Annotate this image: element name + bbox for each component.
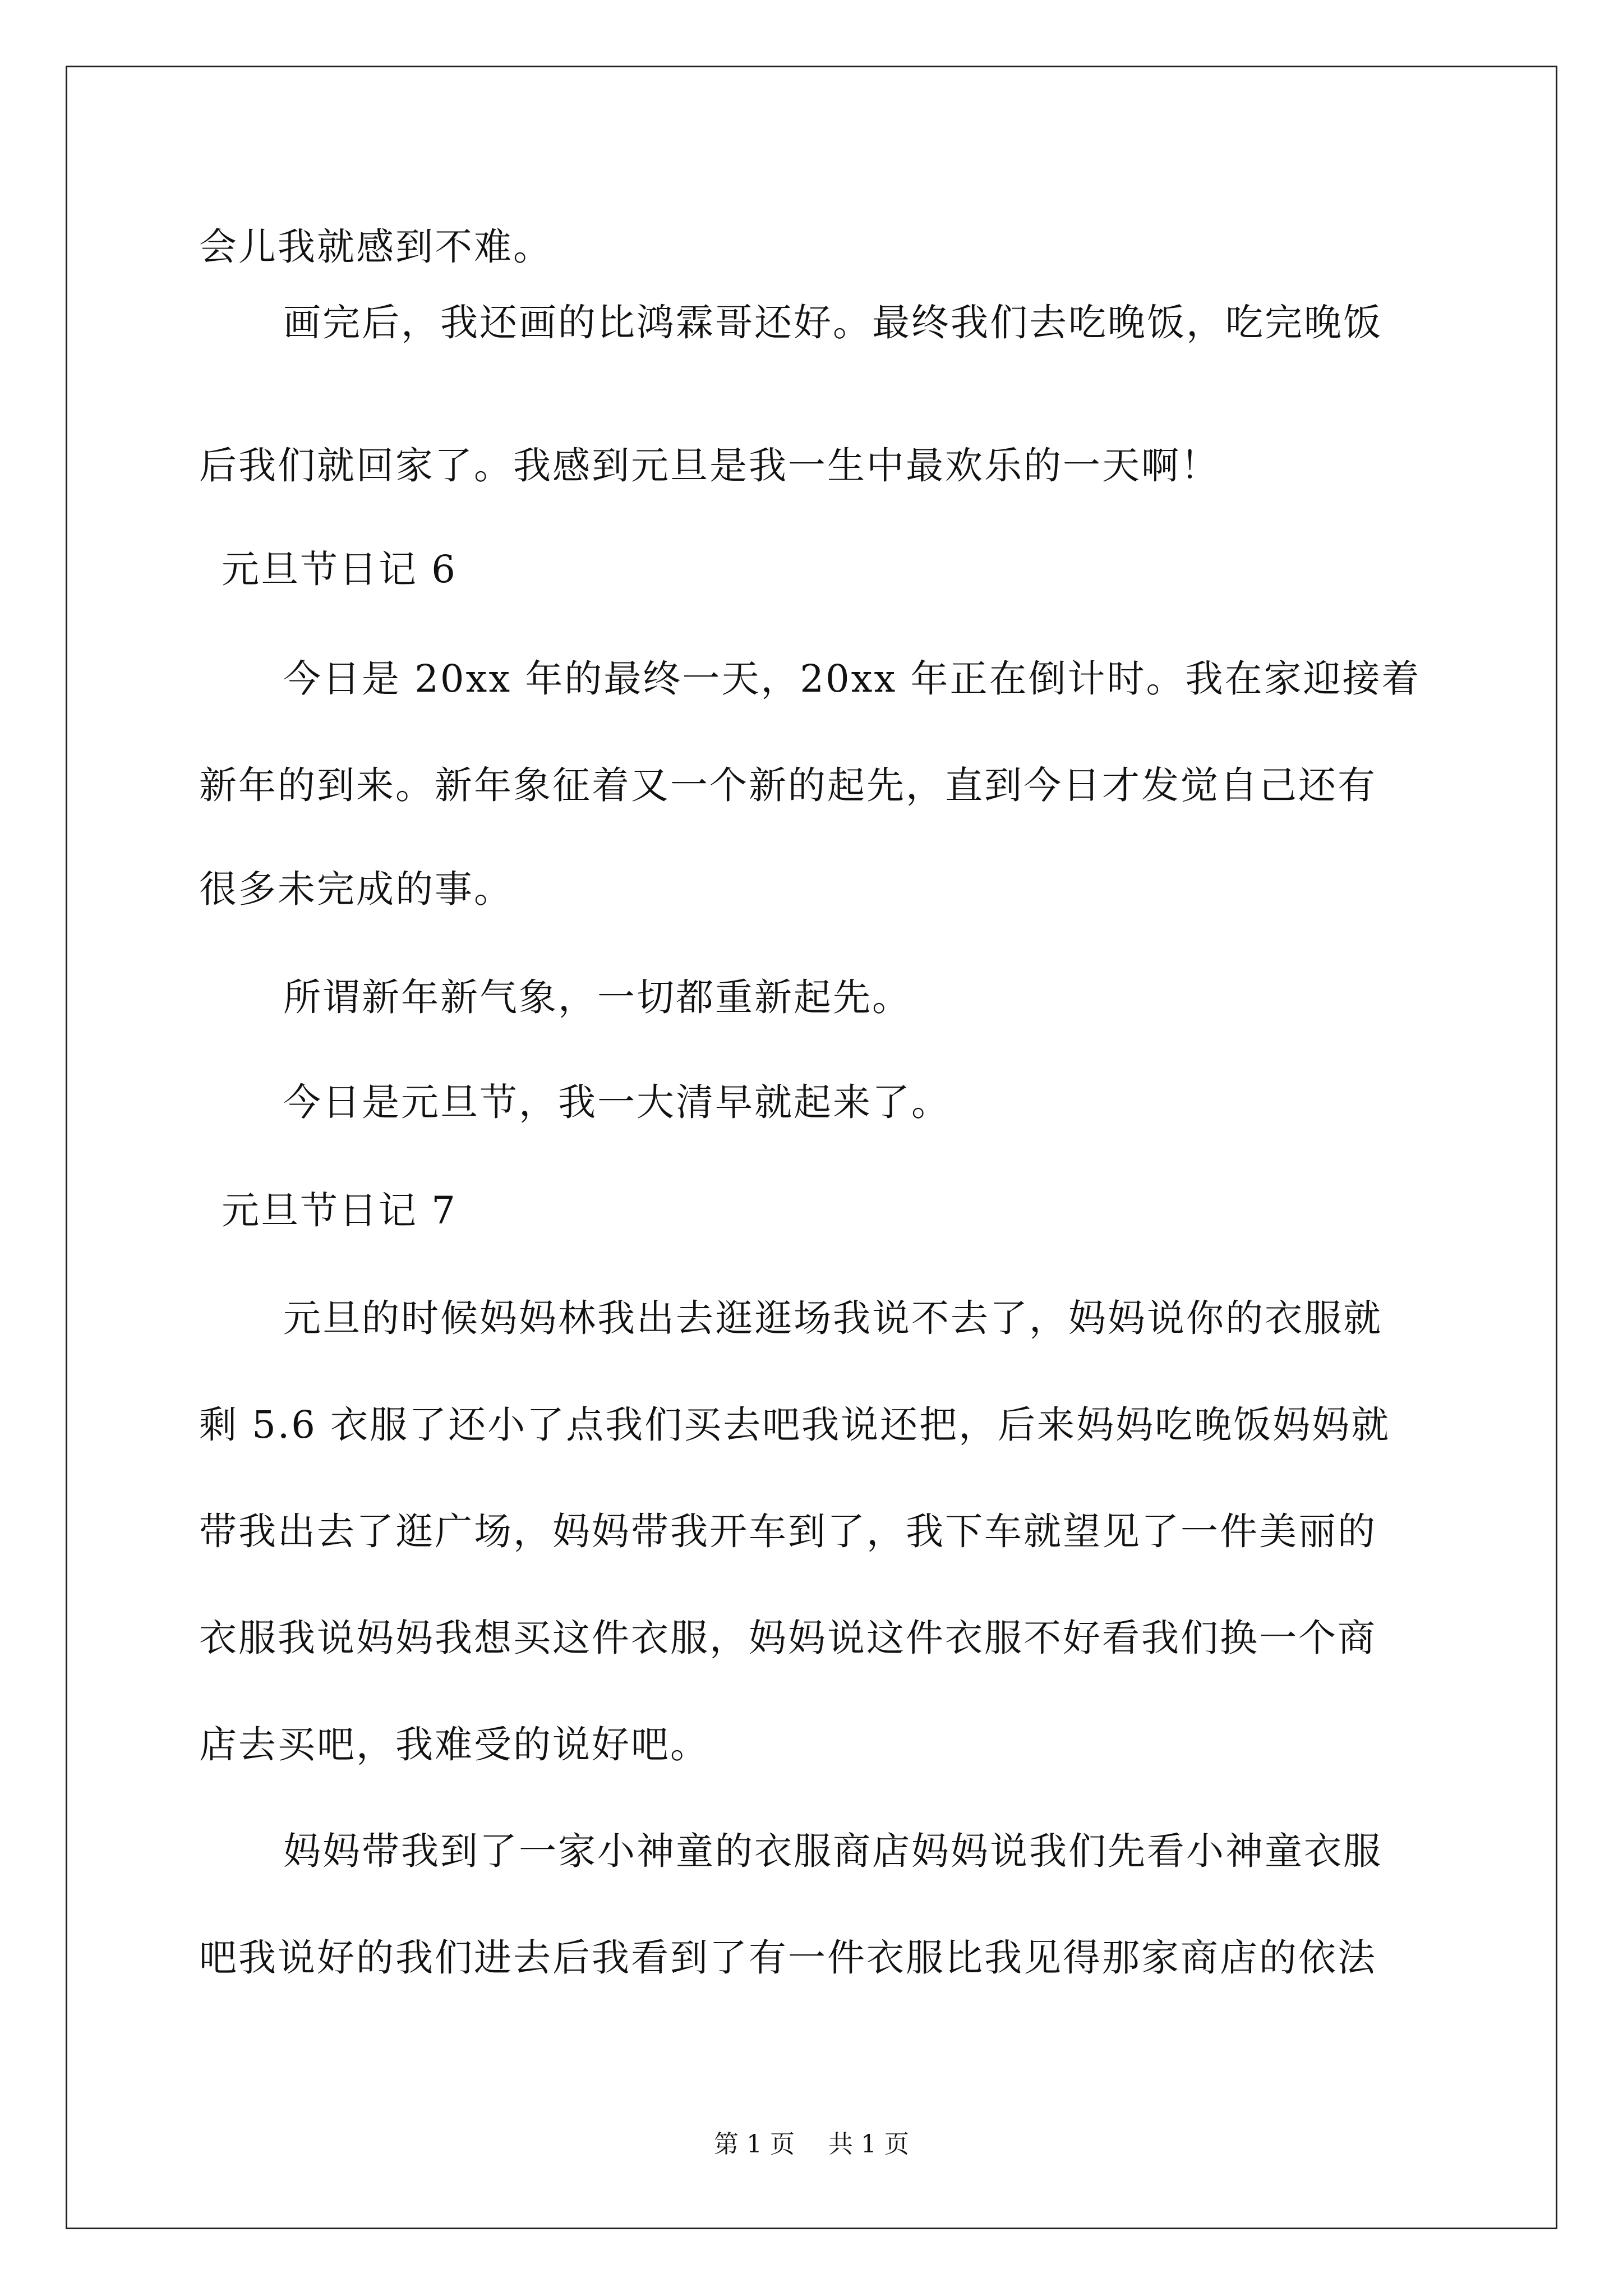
- text-line: 很多未完成的事。: [199, 867, 513, 911]
- text-line: 今日是元旦节，我一大清早就起来了。: [283, 1080, 951, 1124]
- page-total: 共 1 页: [828, 2130, 909, 2159]
- text-line: 元旦的时候妈妈林我出去逛逛场我说不去了，妈妈说你的衣服就: [283, 1296, 1382, 1340]
- text-line: 带我出去了逛广场，妈妈带我开车到了，我下车就望见了一件美丽的: [199, 1510, 1377, 1553]
- page-footer: [0, 2129, 1623, 2160]
- text-line: 店去买吧，我难受的说好吧。: [199, 1723, 709, 1766]
- text-line: 剩 5.6 衣服了还小了点我们买去吧我说还把，后来妈妈吃晚饭妈妈就: [199, 1403, 1391, 1447]
- text-line: 今日是 20xx 年的最终一天，20xx 年正在倒计时。我在家迎接着: [283, 657, 1421, 701]
- text-line: 妈妈带我到了一家小神童的衣服商店妈妈说我们先看小神童衣服: [283, 1829, 1382, 1873]
- text-line: 画完后，我还画的比鸿霖哥还好。最终我们去吃晚饭，吃完晚饭: [283, 301, 1382, 344]
- text-line: 后我们就回家了。我感到元旦是我一生中最欢乐的一天啊！: [199, 444, 1220, 487]
- section-heading: 元旦节日记 6: [222, 547, 457, 591]
- text-line: 会儿我就感到不难。: [199, 225, 552, 269]
- page-number: 第 1 页: [714, 2130, 795, 2159]
- text-line: 所谓新年新气象，一切都重新起先。: [283, 976, 911, 1019]
- section-heading: 元旦节日记 7: [222, 1189, 457, 1232]
- page-border: [66, 66, 1557, 2229]
- text-line: 吧我说好的我们进去后我看到了有一件衣服比我见得那家商店的依法: [199, 1936, 1377, 1980]
- text-line: 衣服我说妈妈我想买这件衣服，妈妈说这件衣服不好看我们换一个商: [199, 1616, 1377, 1660]
- text-line: 新年的到来。新年象征着又一个新的起先，直到今日才发觉自己还有: [199, 763, 1377, 807]
